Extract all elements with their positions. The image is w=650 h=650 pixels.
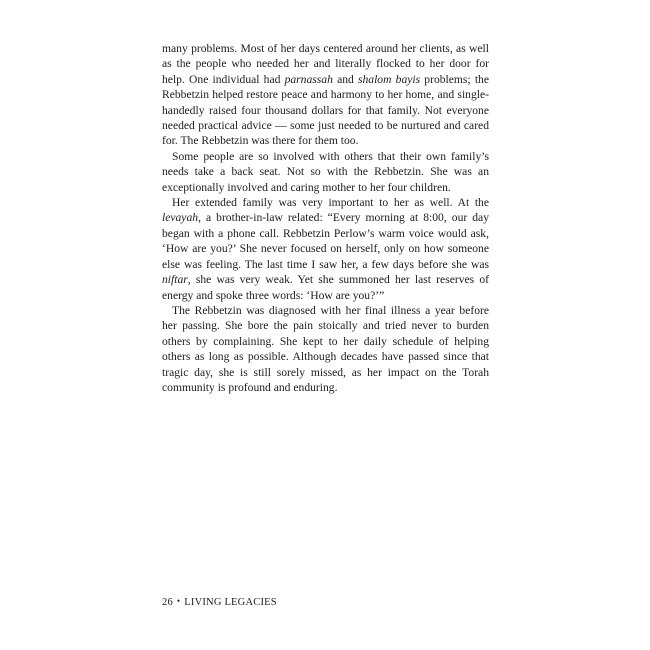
italic-term: parnassah bbox=[284, 72, 333, 86]
text-run: problems; the Rebbetzin helped restore peace and harmony to her home, and single-handedly raised four thousand dollars for that family. Not everyone needed practical advice — some just needed to be nurtured and cared for. The Rebbetzin was there for them too. bbox=[162, 72, 489, 148]
text-run: many problems. Most of her days centered around her clients, as well as the people who needed her and literally flocked to her door for help. One individual had bbox=[162, 42, 489, 86]
italic-term: shalom bayis bbox=[357, 72, 421, 86]
italic-term: levayah bbox=[162, 211, 199, 225]
text-run: Some people are so involved with others that their own family’s needs take a back seat. Not so with the Rebbetzin. She was an exceptionally involved and caring mother to her four children. bbox=[162, 149, 489, 194]
text-run: The Rebbetzin was diagnosed with her final illness a year before her passing. She bore the pain stoically and tried never to burden others by complaining. She kept to her daily schedule of helping others as long as possible. Although decades have passed since that tragic day, she is still sorely missed, as her impact on the Torah community is profound and enduring. bbox=[162, 303, 489, 394]
italic-term: niftar bbox=[162, 273, 188, 287]
paragraph bbox=[162, 41, 489, 149]
text-run: and bbox=[332, 72, 358, 86]
paragraph bbox=[162, 303, 489, 395]
paragraph bbox=[162, 149, 489, 195]
body-text bbox=[162, 41, 489, 395]
paragraph bbox=[162, 195, 489, 303]
text-run: , she was very weak. Yet she summoned her last reserves of energy and spoke three words: ‘How are you?’” bbox=[162, 273, 489, 302]
text-run: Her extended family was very important to her as well. At the bbox=[172, 196, 489, 210]
page-footer bbox=[162, 596, 277, 608]
running-title: LIVING LEGACIES bbox=[184, 597, 277, 608]
page-number: 26 bbox=[162, 597, 173, 608]
text-run: , a brother-in-law related: “Every morning at 8:00, our day began with a phone call. Rebbetzin Perlow’s warm voice would ask, ‘How are you?’ She never focused on herself, only on how someone else was feeling. The last time I saw her, a few days before she was bbox=[162, 211, 489, 271]
bullet-separator: • bbox=[176, 596, 181, 606]
